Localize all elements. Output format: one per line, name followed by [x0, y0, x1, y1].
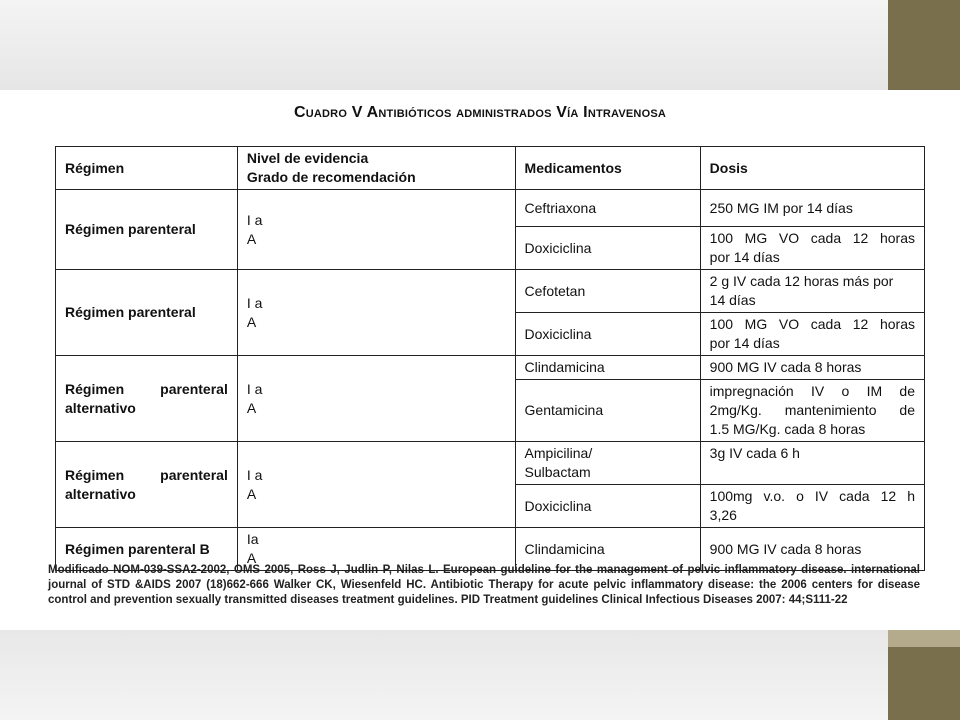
dose-cell: 100 MG VO cada 12 horas por 14 días — [700, 227, 924, 270]
nivel-cell: I a A — [237, 356, 515, 442]
footnote-references: Modificado NOM-039-SSA2-2002, OMS 2005, Ross J, Judlin P, Nilas L. European guideline for the management of pelvic inflammatory disease. international journal of STD &AIDS 2007 (18)662-666 Walker CK, Wiesenfeld HC. Antibiotic Therapy for acute pelvic inflammatory disease: the 2006 centers for disease control and prevention sexually transmitted diseases treatment guidelines. PID Treatment guidelines Clinical Infectious Diseases 2007: 44;S111-22 — [48, 564, 920, 606]
dose-cell: 100 MG VO cada 12 horas por 14 días — [700, 313, 924, 356]
accent-strip-bottom — [888, 630, 960, 647]
table-row — [56, 270, 925, 313]
slide-bottom-band — [0, 630, 960, 720]
table-row — [56, 442, 925, 485]
dose-cell: 2 g IV cada 12 horas más por 14 días — [700, 270, 924, 313]
table-row — [56, 190, 925, 227]
header-dosis: Dosis — [700, 147, 924, 190]
medication-cell: Doxiciclina — [515, 313, 700, 356]
table-row — [56, 356, 925, 380]
accent-block-bottom — [888, 647, 960, 720]
medication-cell: Ampicilina/ Sulbactam — [515, 442, 700, 485]
medication-cell: Gentamicina — [515, 380, 700, 442]
medication-cell: Clindamicina — [515, 528, 700, 571]
regimen-cell: Régimen parenteral B — [56, 528, 238, 571]
nivel-cell: Ia A — [237, 528, 515, 571]
regimen-cell: Régimen parenteral — [56, 270, 238, 356]
dose-cell: impregnación IV o IM de 2mg/Kg. mantenimiento de 1.5 MG/Kg. cada 8 horas — [700, 380, 924, 442]
header-nivel: Nivel de evidencia Grado de recomendación — [237, 147, 515, 190]
header-regimen: Régimen — [56, 147, 238, 190]
dose-cell: 900 MG IV cada 8 horas — [700, 528, 924, 571]
nivel-cell: I a A — [237, 442, 515, 528]
regimen-cell: Régimen parenteral — [56, 190, 238, 270]
dose-cell: 900 MG IV cada 8 horas — [700, 356, 924, 380]
medication-cell: Doxiciclina — [515, 227, 700, 270]
antibiotic-table — [55, 146, 925, 571]
medication-cell: Doxiciclina — [515, 485, 700, 528]
medication-cell: Clindamicina — [515, 356, 700, 380]
nivel-cell: I a A — [237, 270, 515, 356]
regimen-cell: Régimen parenteral alternativo — [56, 442, 238, 528]
medication-cell: Ceftriaxona — [515, 190, 700, 227]
table-title: Cuadro V Antibióticos administrados Vía Intravenosa — [293, 104, 667, 121]
medication-cell: Cefotetan — [515, 270, 700, 313]
regimen-cell: Régimen parenteral alternativo — [56, 356, 238, 442]
nivel-cell: I a A — [237, 190, 515, 270]
dose-cell: 100mg v.o. o IV cada 12 h 3,26 — [700, 485, 924, 528]
accent-block-top — [888, 0, 960, 90]
dose-cell: 3g IV cada 6 h — [700, 442, 924, 485]
table-header-row — [56, 147, 925, 190]
slide-top-band — [0, 0, 960, 90]
dose-cell: 250 MG IM por 14 días — [700, 190, 924, 227]
header-medicamentos: Medicamentos — [515, 147, 700, 190]
